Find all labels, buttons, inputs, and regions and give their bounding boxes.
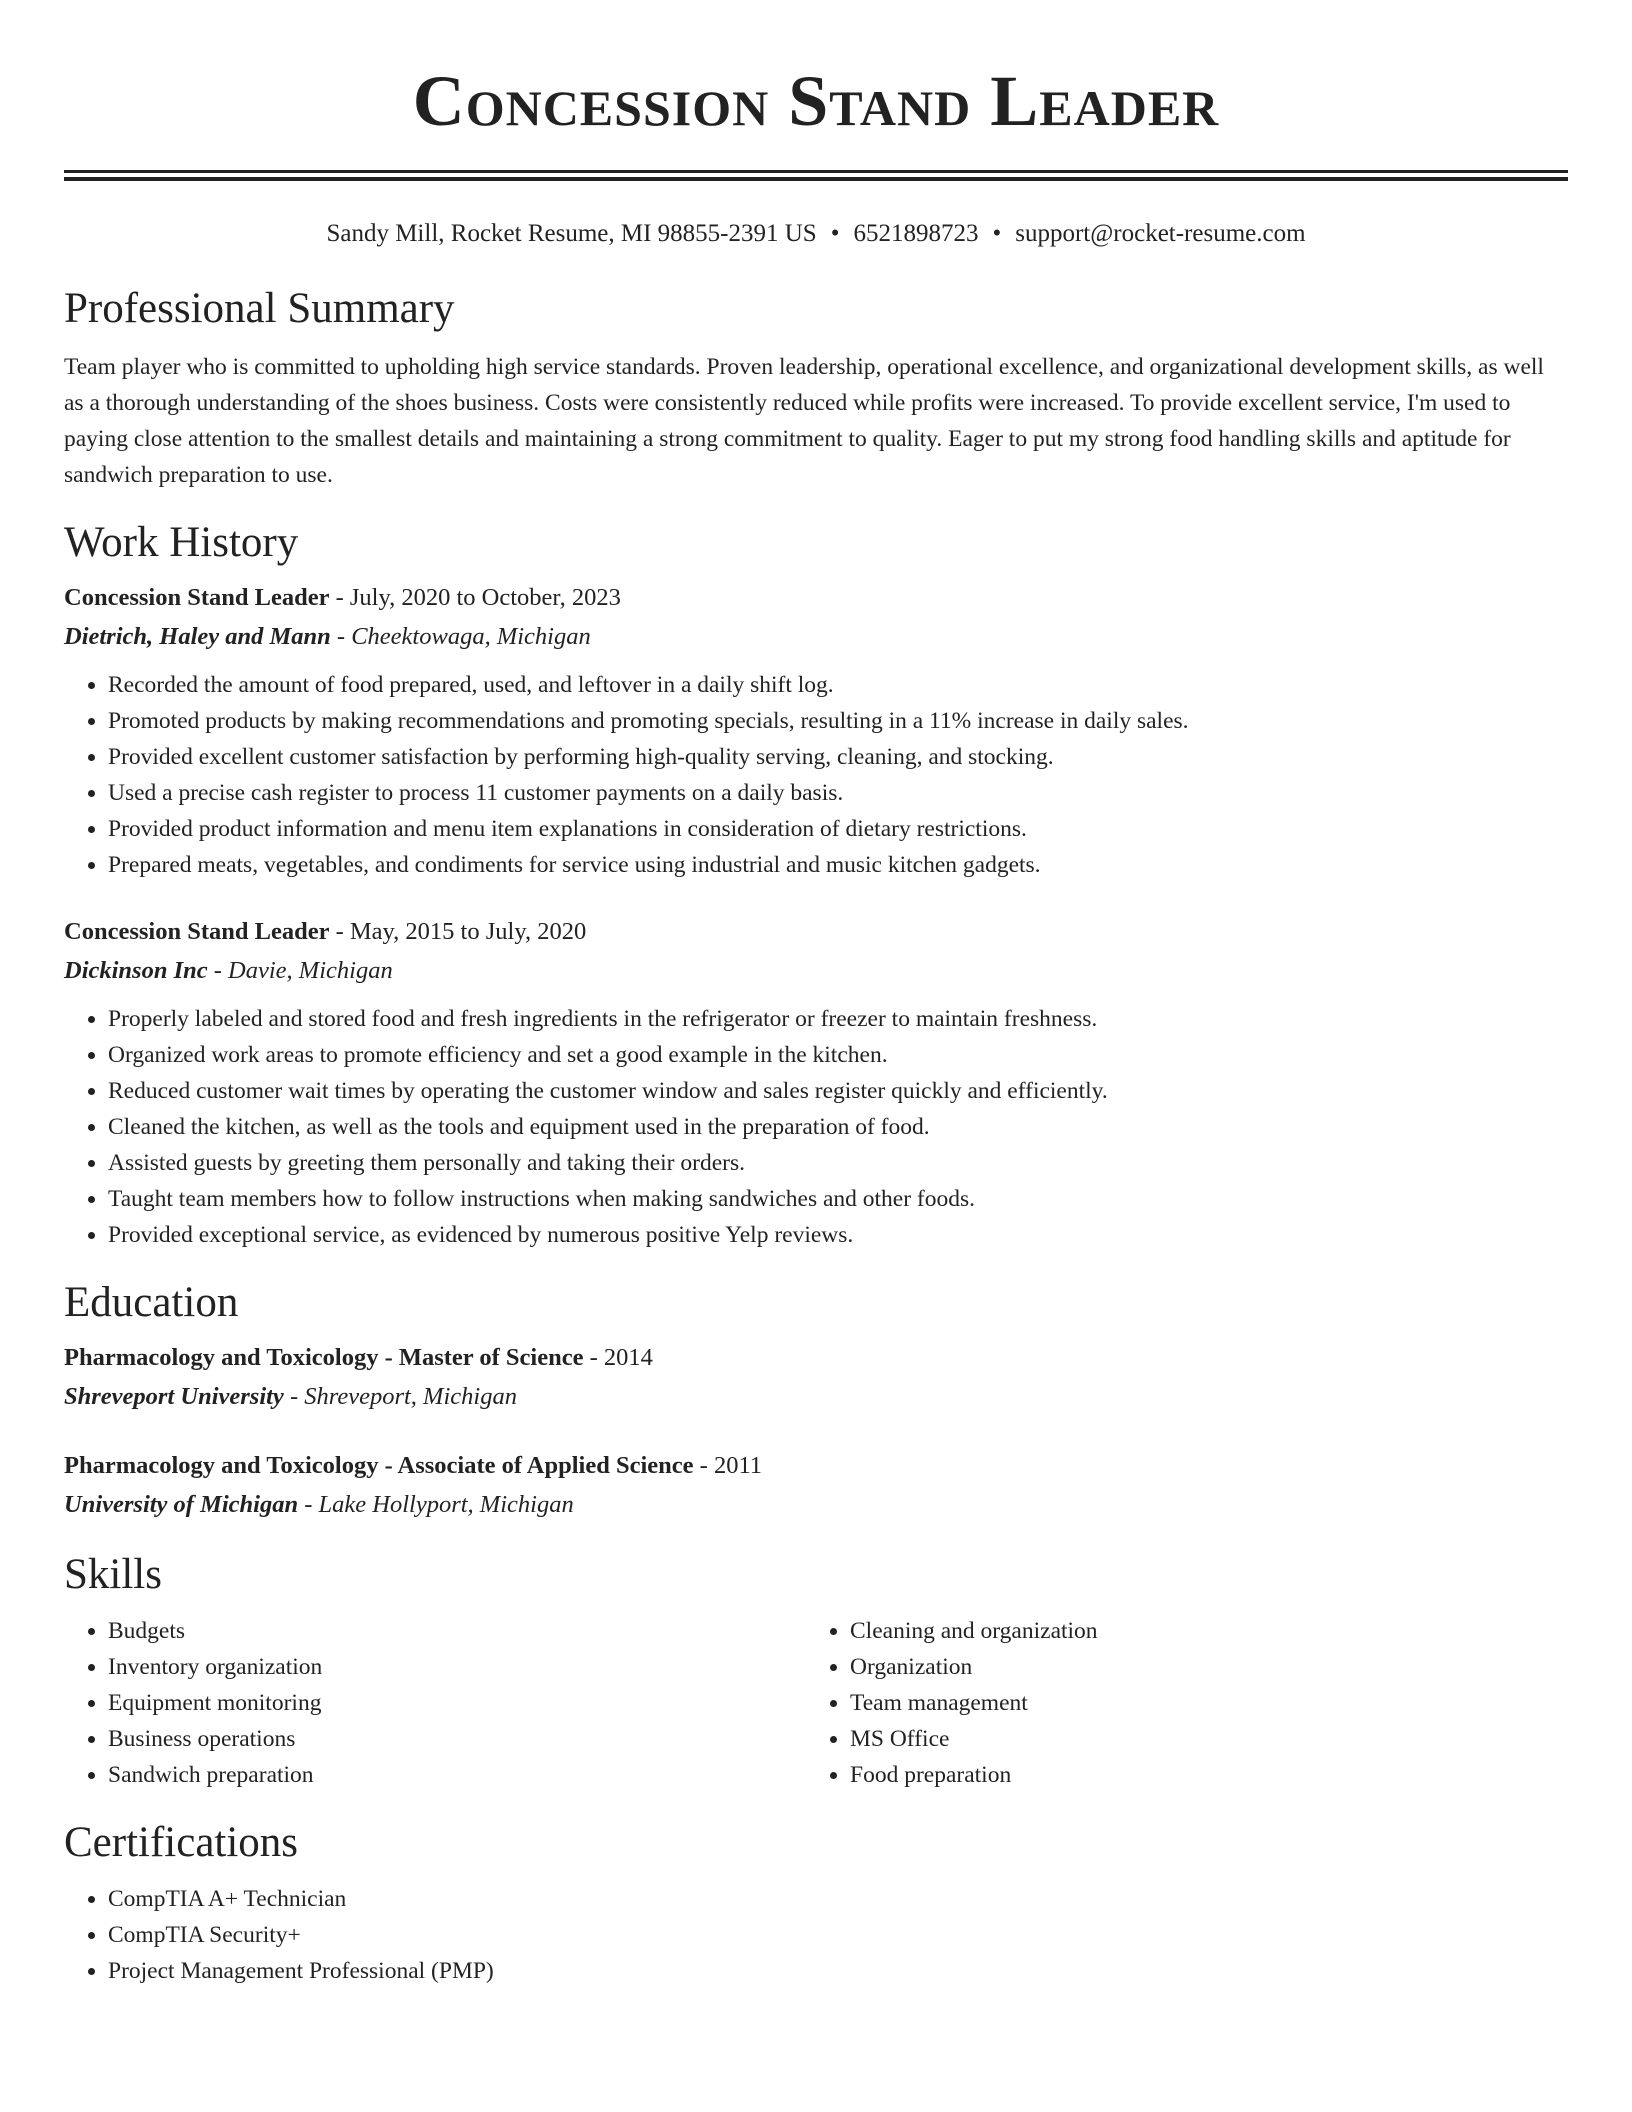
job-title: Concession Stand Leader (64, 918, 330, 945)
job-bullet: • Properly labeled and stored food and fresh ingredients in the refrigerator or freezer to maintain freshness. (108, 1001, 1568, 1037)
title-divider (64, 170, 1568, 181)
degree-line (64, 1339, 1568, 1377)
resume-title: Concession Stand Leader (412, 61, 1220, 141)
job-bullet: • Cleaned the kitchen, as well as the tools and equipment used in the preparation of food. (108, 1109, 1568, 1145)
skill-item: • MS Office (850, 1721, 1548, 1757)
job-bullet: • Prepared meats, vegetables, and condiments for service using industrial and music kitchen gadgets. (108, 847, 1568, 883)
contact-line (64, 217, 1568, 251)
job-entry (64, 913, 1568, 1253)
job-bullet: • Promoted products by making recommendations and promoting specials, resulting in a 11% increase in daily sales. (108, 703, 1568, 739)
job-entry (64, 579, 1568, 883)
employer-name: Dickinson Inc (64, 957, 208, 984)
school-name: Shreveport University (64, 1383, 284, 1410)
employer-location: - Davie, Michigan (207, 957, 393, 984)
certifications-list (64, 1881, 1568, 1989)
certification-item: • Project Management Professional (PMP) (108, 1953, 1568, 1989)
job-bullet: • Reduced customer wait times by operating the customer window and sales register quickly and efficiently. (108, 1073, 1568, 1109)
skills-heading: Skills (64, 1551, 162, 1598)
education-entry (64, 1447, 1568, 1525)
school-line (64, 1377, 1568, 1417)
job-bullet: • Assisted guests by greeting them personally and taking their orders. (108, 1145, 1568, 1181)
job-bullet: • Provided exceptional service, as evidenced by numerous positive Yelp reviews. (108, 1217, 1568, 1253)
skill-item: • Business operations (108, 1721, 806, 1757)
certification-item: • CompTIA Security+ (108, 1917, 1568, 1953)
skill-item: • Budgets (108, 1613, 806, 1649)
job-dates: - May, 2015 to July, 2020 (329, 918, 587, 945)
skill-item: • Organization (850, 1649, 1548, 1685)
contact-email: support@rocket-resume.com (1015, 220, 1306, 247)
employer-line (64, 617, 1568, 657)
school-location: - Lake Hollyport, Michigan (298, 1491, 574, 1518)
contact-separator: • (830, 220, 840, 247)
school-line (64, 1485, 1568, 1525)
skill-item: • Team management (850, 1685, 1548, 1721)
job-bullet: • Provided product information and menu item explanations in consideration of dietary restrictions. (108, 811, 1568, 847)
job-bullets (64, 1001, 1568, 1253)
skill-item: • Inventory organization (108, 1649, 806, 1685)
job-bullet: • Organized work areas to promote efficiency and set a good example in the kitchen. (108, 1037, 1568, 1073)
employer-name: Dietrich, Haley and Mann (64, 623, 331, 650)
job-title-line (64, 579, 1568, 617)
work-history-heading: Work History (64, 519, 299, 566)
job-bullet: • Used a precise cash register to process 11 customer payments on a daily basis. (108, 775, 1568, 811)
job-bullet: • Recorded the amount of food prepared, used, and leftover in a daily shift log. (108, 667, 1568, 703)
skills-column-left (64, 1613, 806, 1793)
school-location: - Shreveport, Michigan (283, 1383, 517, 1410)
skill-item: • Cleaning and organization (850, 1613, 1548, 1649)
job-bullets (64, 667, 1568, 883)
degree-name: Pharmacology and Toxicology - Master of Science (64, 1344, 584, 1371)
skills-grid (64, 1613, 1568, 1793)
degree-line (64, 1447, 1568, 1485)
employer-location: - Cheektowaga, Michigan (330, 623, 591, 650)
contact-separator: • (992, 220, 1002, 247)
degree-year: - 2014 (583, 1344, 653, 1371)
job-dates: - July, 2020 to October, 2023 (329, 584, 621, 611)
job-title: Concession Stand Leader (64, 584, 330, 611)
job-title-line (64, 913, 1568, 951)
job-bullet: • Provided excellent customer satisfaction by performing high-quality serving, cleaning, and stocking. (108, 739, 1568, 775)
skill-item: • Sandwich preparation (108, 1757, 806, 1793)
employer-line (64, 951, 1568, 991)
job-bullet: • Taught team members how to follow instructions when making sandwiches and other foods. (108, 1181, 1568, 1217)
summary-heading: Professional Summary (64, 285, 455, 332)
contact-phone: 6521898723 (853, 220, 979, 247)
skill-item: • Food preparation (850, 1757, 1548, 1793)
certification-item: • CompTIA A+ Technician (108, 1881, 1568, 1917)
certifications-heading: Certifications (64, 1819, 299, 1866)
skill-item: • Equipment monitoring (108, 1685, 806, 1721)
summary-text: Team player who is committed to upholding high service standards. Proven leadership, operational excellence, and organizational development skills, as well as a thorough understanding of the shoes business. Costs were consistently reduced while profits were increased. To provide excellent service, I'm used to paying close attention to the smallest details and maintaining a strong commitment to quality. Eager to put my strong food handling skills and aptitude for sandwich preparation to use. (64, 354, 1544, 488)
degree-name: Pharmacology and Toxicology - Associate of Applied Science (64, 1452, 694, 1479)
skills-column-right (806, 1613, 1548, 1793)
education-heading: Education (64, 1279, 239, 1326)
education-entry (64, 1339, 1568, 1417)
school-name: University of Michigan (64, 1491, 299, 1518)
degree-year: - 2011 (693, 1452, 763, 1479)
contact-address: Sandy Mill, Rocket Resume, MI 98855-2391 US (326, 220, 817, 247)
